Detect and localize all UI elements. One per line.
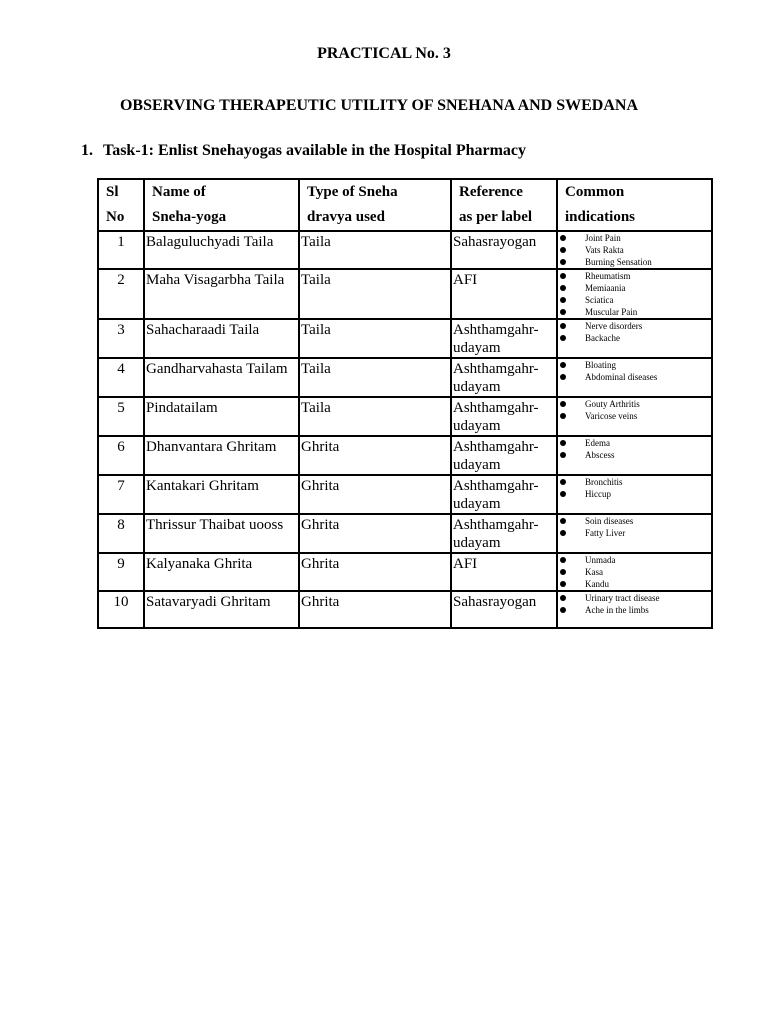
sl-cell: 6 [98, 436, 144, 475]
reference-cell: Ashthamgahr-udayam [451, 319, 557, 358]
indications-cell [557, 475, 712, 514]
indications-cell [557, 553, 712, 591]
indications-list [558, 592, 711, 616]
indication-item: Kasa [558, 566, 711, 578]
indication-item: Gouty Arthritis [558, 398, 711, 410]
header-sl-no: Sl No [98, 179, 144, 231]
type-cell: Taila [299, 269, 451, 319]
indication-item: Unmada [558, 554, 711, 566]
type-cell: Taila [299, 397, 451, 436]
name-cell: Maha Visagarbha Taila [144, 269, 299, 319]
indications-list [558, 476, 711, 500]
reference-cell: Sahasrayogan [451, 591, 557, 628]
indication-item: Soin diseases [558, 515, 711, 527]
table-row [98, 436, 712, 475]
reference-cell: AFI [451, 269, 557, 319]
indications-cell [557, 436, 712, 475]
header-reference: Reference as per label [451, 179, 557, 231]
reference-cell: Ashthamgahr-udayam [451, 358, 557, 397]
name-cell: Thrissur Thaibat uooss [144, 514, 299, 553]
sl-cell: 2 [98, 269, 144, 319]
indications-list [558, 232, 711, 268]
sl-cell: 1 [98, 231, 144, 269]
name-cell: Kantakari Ghritam [144, 475, 299, 514]
table-row [98, 358, 712, 397]
type-cell: Ghrita [299, 553, 451, 591]
table-row [98, 514, 712, 553]
reference-cell: Ashthamgahr-udayam [451, 514, 557, 553]
indications-list [558, 359, 711, 383]
indication-item: Varicose veins [558, 410, 711, 422]
indication-item: Rheumatism [558, 270, 711, 282]
type-cell: Ghrita [299, 436, 451, 475]
indication-item: Hiccup [558, 488, 711, 500]
sl-cell: 9 [98, 553, 144, 591]
indications-cell [557, 231, 712, 269]
type-cell: Ghrita [299, 514, 451, 553]
reference-cell: Ashthamgahr-udayam [451, 475, 557, 514]
sl-cell: 10 [98, 591, 144, 628]
indications-list [558, 398, 711, 422]
indication-item: Nerve disorders [558, 320, 711, 332]
indications-cell [557, 514, 712, 553]
sl-cell: 5 [98, 397, 144, 436]
indication-item: Memiaania [558, 282, 711, 294]
sl-cell: 7 [98, 475, 144, 514]
reference-cell: Ashthamgahr-udayam [451, 436, 557, 475]
task-number: 1. [81, 142, 93, 159]
table-row [98, 553, 712, 591]
indication-item: Urinary tract disease [558, 592, 711, 604]
sl-cell: 8 [98, 514, 144, 553]
type-cell: Taila [299, 231, 451, 269]
name-cell: Kalyanaka Ghrita [144, 553, 299, 591]
indications-list [558, 515, 711, 539]
indications-cell [557, 397, 712, 436]
table-row [98, 319, 712, 358]
indications-list [558, 554, 711, 590]
indications-cell [557, 269, 712, 319]
name-cell: Pindatailam [144, 397, 299, 436]
indication-item: Sciatica [558, 294, 711, 306]
type-cell: Taila [299, 358, 451, 397]
indication-item: Bronchitis [558, 476, 711, 488]
indication-item: Edema [558, 437, 711, 449]
indication-item: Fatty Liver [558, 527, 711, 539]
page-title: PRACTICAL No. 3 [317, 45, 451, 62]
snehayoga-table [97, 178, 713, 629]
indications-cell [557, 358, 712, 397]
task-label: Task-1: Enlist Snehayogas available in the Hospital Pharmacy [103, 142, 527, 159]
name-cell: Satavaryadi Ghritam [144, 591, 299, 628]
indication-item: Bloating [558, 359, 711, 371]
indication-item: Vats Rakta [558, 244, 711, 256]
indication-item: Joint Pain [558, 232, 711, 244]
indications-list [558, 270, 711, 318]
table-row [98, 231, 712, 269]
indication-item: Muscular Pain [558, 306, 711, 318]
reference-cell: Ashthamgahr-udayam [451, 397, 557, 436]
table-header-row [98, 179, 712, 231]
name-cell: Dhanvantara Ghritam [144, 436, 299, 475]
header-name: Name of Sneha-yoga [144, 179, 299, 231]
indication-item: Backache [558, 332, 711, 344]
indications-cell [557, 591, 712, 628]
indication-item: Abdominal diseases [558, 371, 711, 383]
type-cell: Taila [299, 319, 451, 358]
name-cell: Gandharvahasta Tailam [144, 358, 299, 397]
type-cell: Ghrita [299, 475, 451, 514]
sl-cell: 4 [98, 358, 144, 397]
indication-item: Kandu [558, 578, 711, 590]
header-indications: Common indications [557, 179, 712, 231]
task-heading [81, 142, 526, 160]
indication-item: Burning Sensation [558, 256, 711, 268]
name-cell: Balaguluchyadi Taila [144, 231, 299, 269]
header-type: Type of Sneha dravya used [299, 179, 451, 231]
indication-item: Ache in the limbs [558, 604, 711, 616]
indications-list [558, 437, 711, 461]
sl-cell: 3 [98, 319, 144, 358]
page-subtitle: OBSERVING THERAPEUTIC UTILITY OF SNEHANA AND SWEDANA [119, 97, 639, 114]
table-row [98, 269, 712, 319]
table-row [98, 475, 712, 514]
table-row [98, 397, 712, 436]
indications-cell [557, 319, 712, 358]
indications-list [558, 320, 711, 344]
indication-item: Abscess [558, 449, 711, 461]
name-cell: Sahacharaadi Taila [144, 319, 299, 358]
table-row [98, 591, 712, 628]
reference-cell: AFI [451, 553, 557, 591]
reference-cell: Sahasrayogan [451, 231, 557, 269]
type-cell: Ghrita [299, 591, 451, 628]
